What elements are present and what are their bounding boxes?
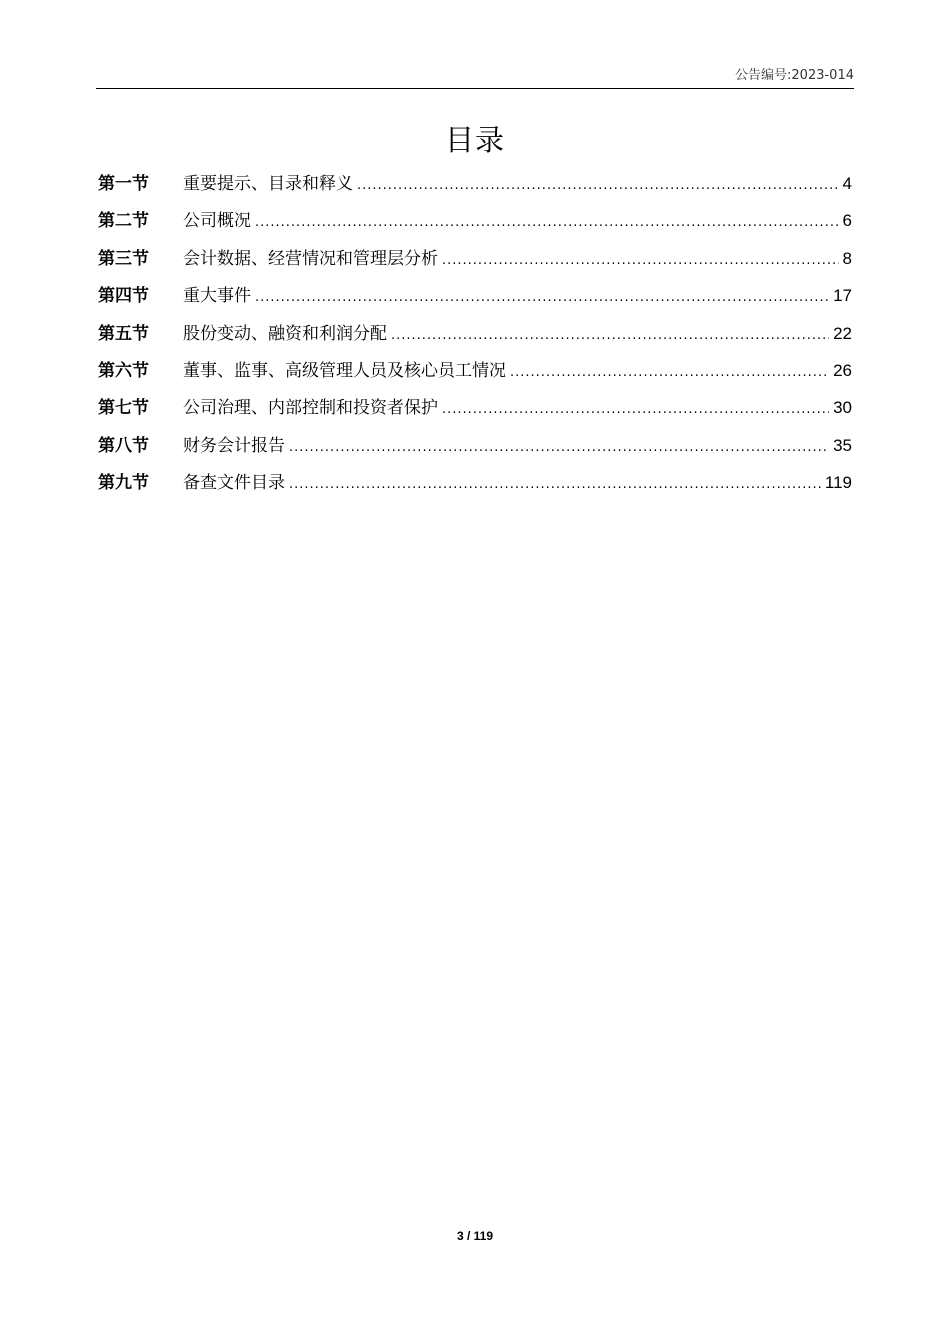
toc-page-number: 22 bbox=[833, 323, 852, 343]
toc-section-title: 董事、监事、高级管理人员及核心员工情况 bbox=[183, 360, 506, 381]
toc-page-number: 17 bbox=[833, 286, 852, 306]
dot-leader bbox=[510, 359, 829, 387]
dot-leader bbox=[289, 471, 821, 499]
toc-section-number: 第二节 bbox=[98, 211, 149, 232]
toc-entry-4[interactable] bbox=[98, 282, 852, 319]
toc-entry-5[interactable] bbox=[98, 320, 852, 357]
toc-section-title: 会计数据、经营情况和管理层分析 bbox=[183, 248, 438, 269]
announcement-number: 公告编号:2023-014 bbox=[735, 68, 854, 83]
toc-entry-1[interactable] bbox=[98, 170, 852, 207]
dot-leader bbox=[442, 396, 829, 424]
toc-page-number: 30 bbox=[833, 398, 852, 418]
toc-section-number: 第五节 bbox=[98, 323, 149, 344]
dot-leader bbox=[255, 209, 839, 237]
toc-section-number: 第八节 bbox=[98, 435, 149, 456]
toc-section-title: 财务会计报告 bbox=[183, 435, 285, 456]
toc-page-number: 35 bbox=[833, 435, 852, 455]
dot-leader bbox=[357, 172, 839, 200]
toc-section-title: 备查文件目录 bbox=[183, 473, 285, 494]
toc-entry-2[interactable] bbox=[98, 207, 852, 244]
dot-leader bbox=[255, 284, 829, 312]
toc-page-number: 4 bbox=[842, 174, 852, 193]
toc-section-number: 第七节 bbox=[98, 398, 149, 419]
toc-section-title: 公司治理、内部控制和投资者保护 bbox=[183, 398, 438, 419]
toc-section-title: 股份变动、融资和利润分配 bbox=[183, 323, 387, 344]
toc-page-number: 6 bbox=[842, 211, 852, 231]
toc-section-number: 第一节 bbox=[98, 174, 149, 194]
toc-section-title: 公司概况 bbox=[183, 211, 251, 232]
toc-section-number: 第六节 bbox=[98, 360, 149, 381]
toc-section-number: 第九节 bbox=[98, 473, 149, 494]
page-indicator: 3 / 119 bbox=[456, 1229, 494, 1243]
toc-entry-3[interactable] bbox=[98, 245, 852, 282]
toc-page-number: 26 bbox=[833, 360, 852, 380]
dot-leader bbox=[391, 322, 829, 350]
page-footer bbox=[0, 1229, 950, 1243]
dot-leader bbox=[442, 247, 839, 275]
toc-entry-9[interactable] bbox=[98, 469, 852, 506]
page-title: 目录 bbox=[444, 123, 505, 157]
page-header bbox=[96, 66, 854, 89]
toc-entry-8[interactable] bbox=[98, 432, 852, 469]
toc-entry-6[interactable] bbox=[98, 357, 852, 394]
toc-page-number: 119 bbox=[824, 473, 852, 493]
toc-section-title: 重要提示、目录和释义 bbox=[183, 174, 353, 194]
toc-page-number: 8 bbox=[842, 248, 852, 268]
toc-entry-7[interactable] bbox=[98, 394, 852, 431]
toc-section-number: 第四节 bbox=[98, 286, 149, 307]
dot-leader bbox=[289, 434, 829, 462]
table-of-contents bbox=[98, 170, 852, 507]
toc-section-title: 重大事件 bbox=[183, 286, 251, 307]
toc-section-number: 第三节 bbox=[98, 248, 149, 269]
